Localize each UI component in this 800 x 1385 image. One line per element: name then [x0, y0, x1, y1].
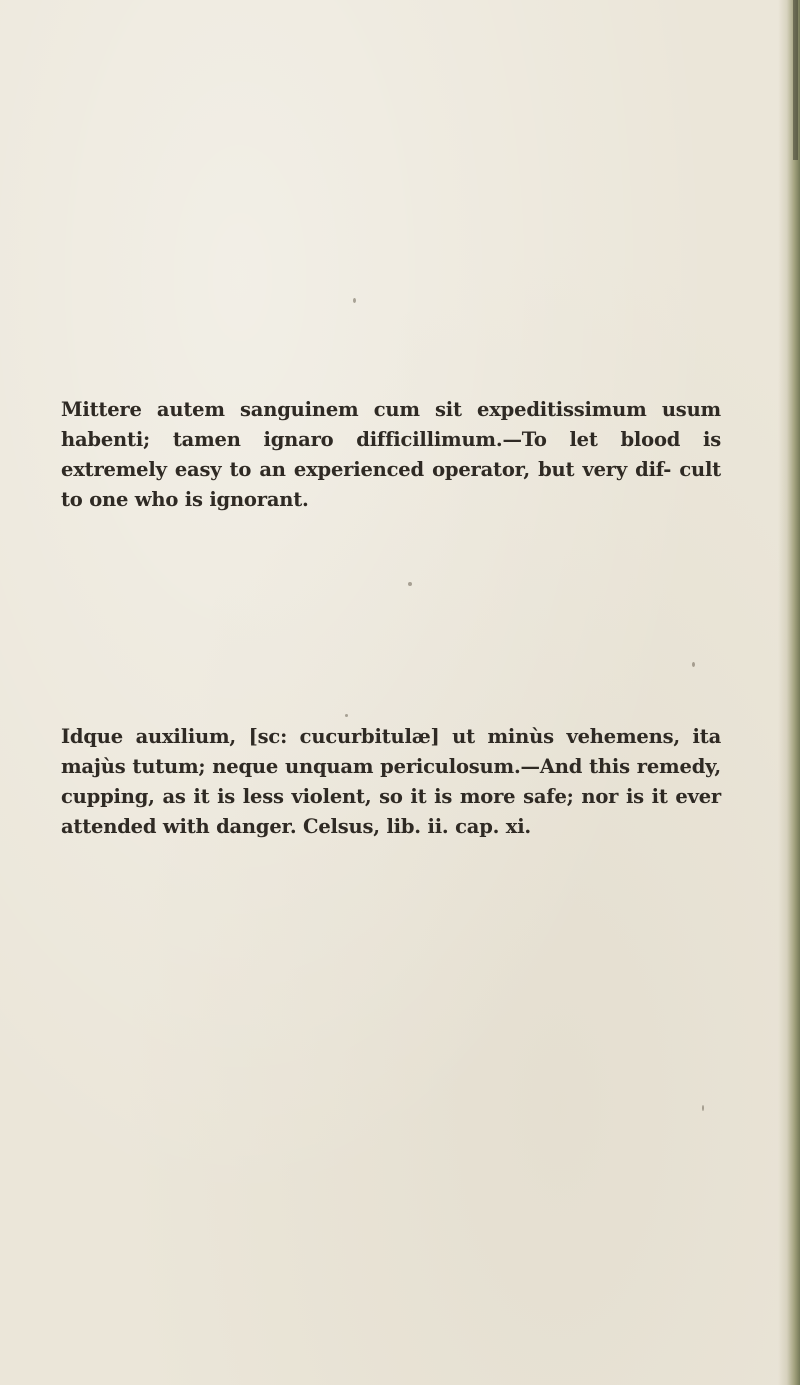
page-edge-mark	[793, 0, 798, 160]
paper-speck	[692, 662, 695, 667]
paper-speck	[345, 714, 348, 717]
page-edge-shadow	[778, 0, 800, 1385]
epigraph-cupping: Idque auxilium, [sc: cucurbitulæ] ut minùs vehemens, ita majùs tutum; neque unquam periculosum.—And this remedy, cupping, as it is less violent, so it is more safe; nor is it ever attended with danger. Celsus, lib. ii. cap. xi.	[61, 725, 721, 838]
epigraph-bloodletting: Mittere autem sanguinem cum sit expeditissimum usum habenti; tamen ignaro difficillimum.—To let blood is extremely easy to an experienced operator, but very dif- cult to one who is ignorant.	[61, 398, 721, 511]
paper-speck	[408, 582, 412, 586]
paper-speck	[353, 298, 356, 303]
paper-speck	[702, 1105, 704, 1111]
